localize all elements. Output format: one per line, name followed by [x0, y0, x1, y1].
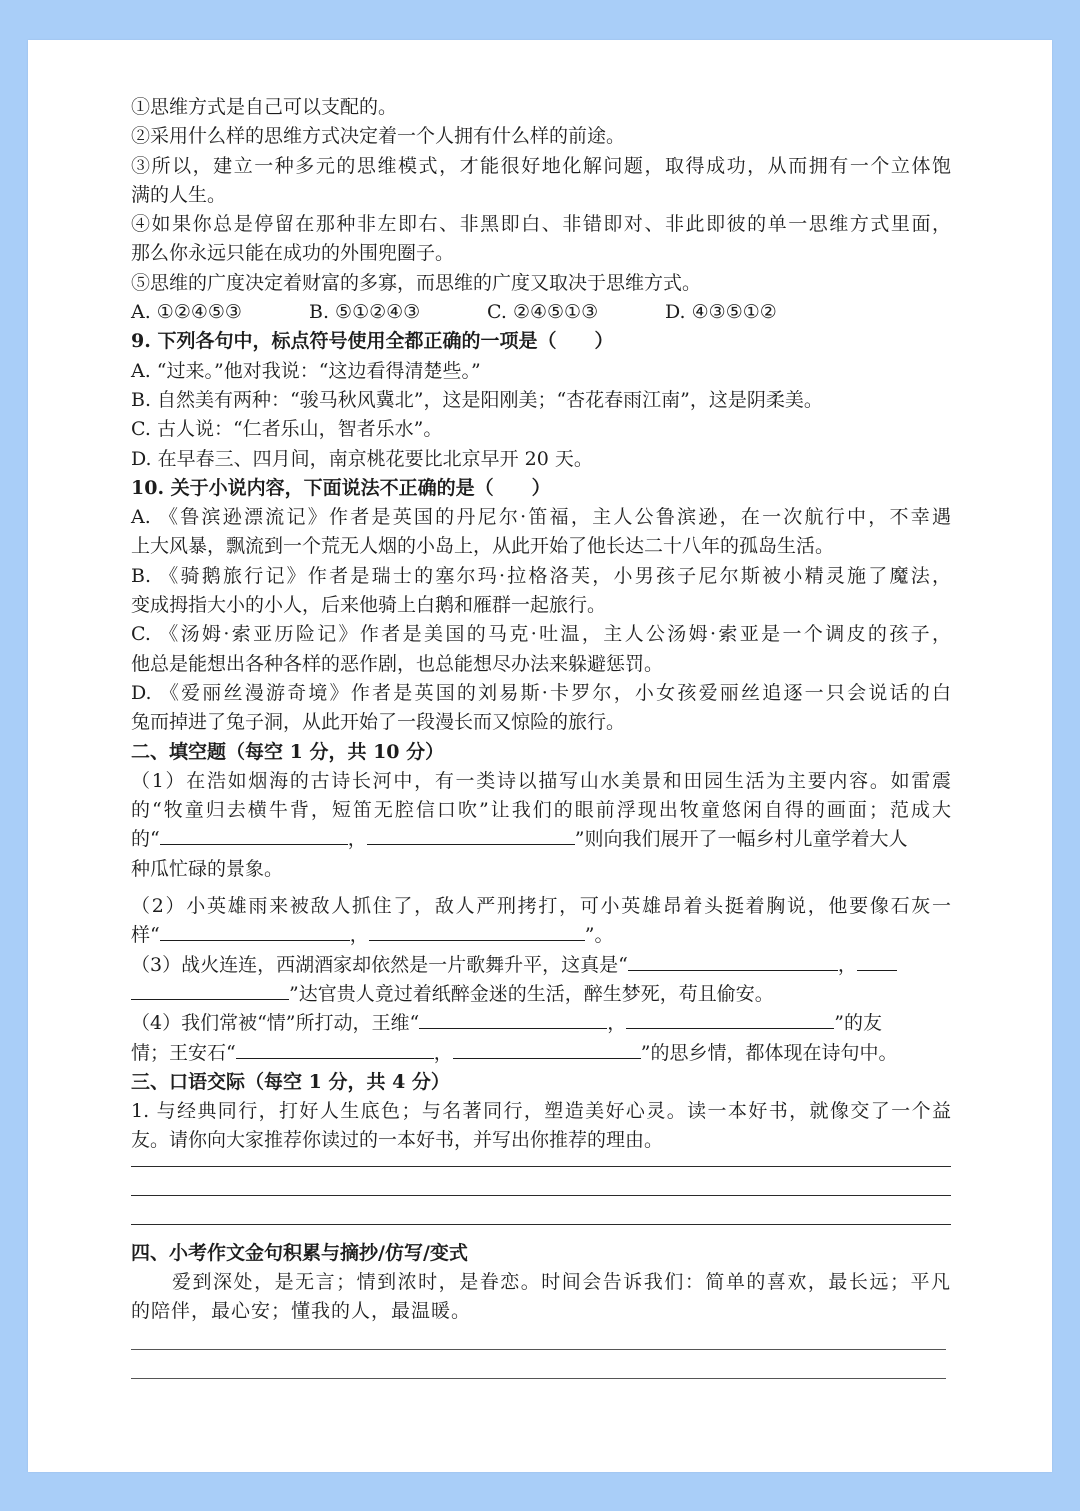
- answer-blank-6-cont[interactable]: [131, 981, 289, 1000]
- section2-heading: 二、填空题（每空 1 分，共 10 分）: [131, 740, 445, 763]
- text-fragment: （4）我们常被“情”所打动，王维“: [131, 1012, 420, 1035]
- s2-p4-line1: [131, 1009, 951, 1038]
- statement-4: ④如果你总是停留在那种非左即右、非黑即白、非错即对、非此即彼的单一思维方式里面，: [131, 213, 951, 236]
- statement-3-cont: 满的人生。: [131, 183, 227, 206]
- copy-line-2[interactable]: [131, 1350, 946, 1379]
- statement-4-cont: 那么你永远只能在成功的外围兜圈子。: [131, 242, 455, 265]
- statement-2: ②采用什么样的思维方式决定着一个人拥有什么样的前途。: [131, 125, 626, 148]
- q8-option-d: D. ④③⑤①②: [665, 301, 777, 324]
- answer-blank-4[interactable]: [369, 922, 585, 941]
- s2-p1-line1: （1）在浩如烟海的古诗长河中，有一类诗以描写山水美景和田园生活为主要内容。如雷震: [131, 769, 951, 792]
- q10-line-3: B. 《骑鹅旅行记》作者是瑞士的塞尔玛·拉格洛芙，小男孩子尼尔斯被小精灵施了魔法，: [131, 564, 951, 587]
- q10-line-1: A. 《鲁滨逊漂流记》作者是英国的丹尼尔·笛福，主人公鲁滨逊，在一次航行中，不幸遇: [131, 506, 951, 529]
- q9-stem: 9. 下列各句中，标点符号使用全都正确的一项是（ ）: [131, 330, 614, 353]
- answer-blank-7[interactable]: [419, 1010, 607, 1029]
- q10-line-4: 变成拇指大小的小人，后来他骑上白鹅和雁群一起旅行。: [131, 594, 607, 617]
- q8-option-a: A. ①②④⑤③: [131, 301, 242, 324]
- text-fragment: ，: [433, 1041, 453, 1064]
- statement-1: ①思维方式是自己可以支配的。: [131, 96, 398, 118]
- text-fragment: ”达官贵人竟过着纸醉金迷的生活，醉生梦死，苟且偷安。: [289, 982, 774, 1005]
- q9-option-c: C. 古人说：“仁者乐山，智者乐水”。: [131, 418, 443, 441]
- q9-option-a: A. “过来。”他对我说：“这边看得清楚些。”: [131, 359, 481, 382]
- text-fragment: 的“: [131, 828, 160, 851]
- section4-heading: 四、小考作文金句积累与摘抄/仿写/变式: [131, 1241, 468, 1264]
- q9-option-b: B. 自然美有两种：“骏马秋风冀北”，这是阳刚美；“杏花春雨江南”，这是阴柔美。: [131, 388, 823, 411]
- s3-line1: 1. 与经典同行，打好人生底色；与名著同行，塑造美好心灵。读一本好书，就像交了一个益: [131, 1100, 951, 1123]
- q10-line-6: 他总是能想出各种各样的恶作剧，也总能想尽办法来躲避惩罚。: [131, 652, 664, 675]
- answer-blank-8[interactable]: [626, 1010, 834, 1029]
- q9-option-d: D. 在早春三、四月间，南京桃花要比北京早开 20 天。: [131, 447, 593, 470]
- answer-blank-5[interactable]: [628, 952, 838, 971]
- text-fragment: ”。: [584, 924, 614, 947]
- s4-line1: 爱到深处，是无言；情到浓时，是眷恋。时间会告诉我们：简单的喜欢，最长远；平凡: [131, 1270, 951, 1293]
- s2-p1-line2: 的“牧童归去横牛背，短笛无腔信口吹”让我们的眼前浮现出牧童悠闲自得的画面；范成大: [131, 799, 951, 822]
- s2-p1-line4: 种瓜忙碌的景象。: [131, 857, 284, 880]
- statement-5: ⑤思维的广度决定着财富的多寡，而思维的广度又取决于思维方式。: [131, 271, 702, 294]
- s2-p1-line3: [131, 825, 951, 854]
- text-fragment: ，: [349, 924, 369, 947]
- answer-blank-10[interactable]: [453, 1040, 641, 1059]
- statement-3: ③所以，建立一种多元的思维模式，才能很好地化解问题，取得成功，从而拥有一个立体饱: [131, 154, 951, 177]
- exam-content: [131, 93, 951, 1379]
- q10-line-8: 兔而掉进了兔子洞，从此开始了一段漫长而又惊险的旅行。: [131, 711, 626, 734]
- text-fragment: ”的思乡情，都体现在诗句中。: [640, 1041, 898, 1064]
- answer-blank-1[interactable]: [160, 826, 348, 845]
- answer-blank-3[interactable]: [160, 922, 350, 941]
- text-fragment: ，: [607, 1012, 627, 1035]
- s2-p2-line1: （2）小英雄雨来被敌人抓住了，敌人严刑拷打，可小英雄昂着头挺着胸说，他要像石灰一: [131, 895, 951, 918]
- text-fragment: 情；王安石“: [131, 1041, 236, 1064]
- text-fragment: 样“: [131, 924, 160, 947]
- s2-p2-line2: [131, 921, 951, 950]
- answer-line-1[interactable]: [131, 1156, 951, 1167]
- answer-line-2[interactable]: [131, 1167, 951, 1196]
- s4-line2: 的陪伴，最心安；懂我的人，最温暖。: [131, 1300, 472, 1323]
- section3-heading: 三、口语交际（每空 1 分，共 4 分）: [131, 1070, 450, 1093]
- q10-stem: 10. 关于小说内容，下面说法不正确的是（ ）: [131, 476, 551, 499]
- s2-p3-line2: [131, 980, 951, 1009]
- text-fragment: ”则向我们展开了一幅乡村儿童学着大人: [574, 828, 908, 851]
- s2-p3-line1: [131, 951, 951, 980]
- text-fragment: ，: [837, 953, 857, 976]
- copy-line-1[interactable]: [131, 1327, 946, 1350]
- answer-line-3[interactable]: [131, 1196, 951, 1225]
- q8-option-c: C. ②④⑤①③: [487, 301, 599, 324]
- q10-line-2: 上大风暴，飘流到一个荒无人烟的小岛上，从此开始了他长达二十八年的孤岛生活。: [131, 535, 835, 558]
- q10-line-7: D. 《爱丽丝漫游奇境》作者是英国的刘易斯·卡罗尔，小女孩爱丽丝追逐一只会说话的白: [131, 681, 951, 704]
- q10-line-5: C. 《汤姆·索亚历险记》作者是美国的马克·吐温，主人公汤姆·索亚是一个调皮的孩子，: [131, 623, 951, 646]
- answer-blank-9[interactable]: [236, 1040, 434, 1059]
- s3-line2: 友。请你向大家推荐你读过的一本好书，并写出你推荐的理由。: [131, 1129, 664, 1152]
- q8-option-b: B. ⑤①②④③: [309, 301, 421, 324]
- answer-blank-6[interactable]: [857, 952, 897, 971]
- text-fragment: ”的友: [834, 1012, 882, 1035]
- text-fragment: ，: [347, 828, 367, 851]
- text-fragment: （3）战火连连，西湖酒家却依然是一片歌舞升平，这真是“: [131, 953, 628, 976]
- answer-blank-2[interactable]: [367, 826, 575, 845]
- q8-options: [131, 298, 951, 327]
- s2-p4-line2: [131, 1039, 951, 1068]
